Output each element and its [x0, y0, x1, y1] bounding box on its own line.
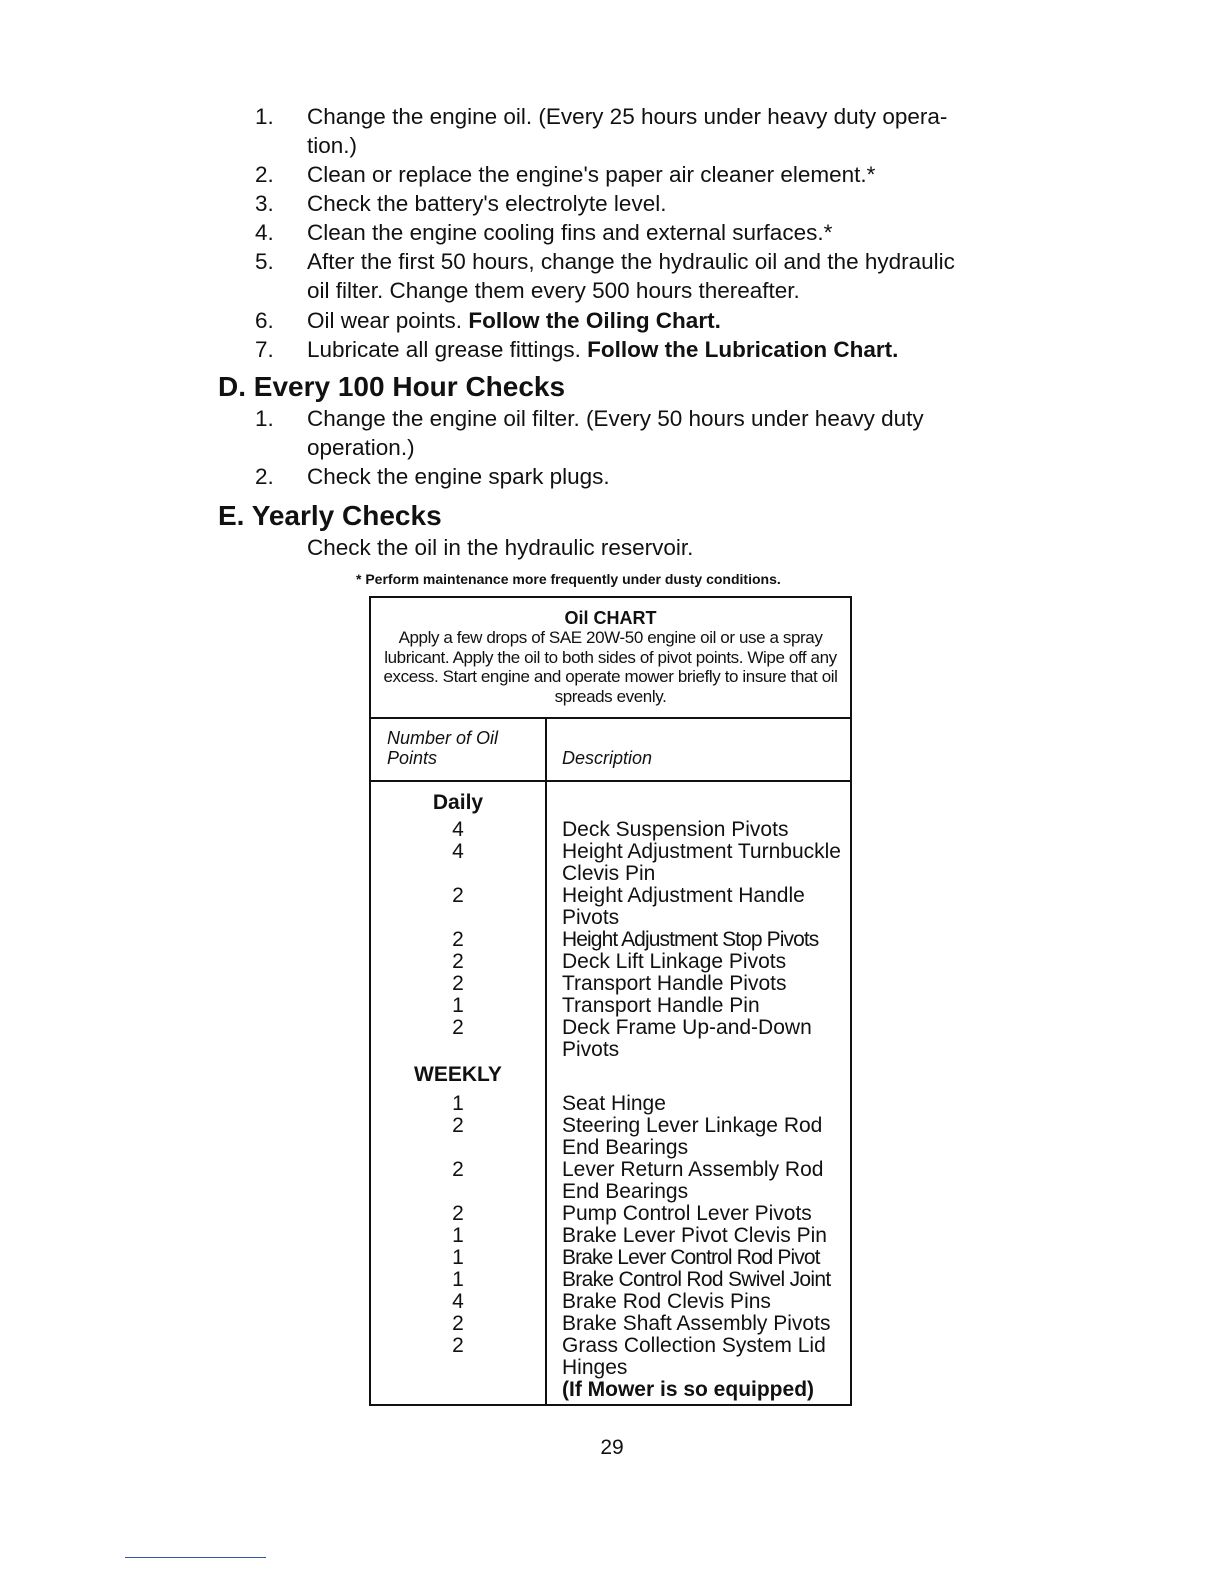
- item-text-line: Change the engine oil filter. (Every 50 hours under heavy duty: [307, 406, 924, 431]
- oil-point-count: 2: [452, 1312, 464, 1335]
- oil-point-count: 2: [452, 1114, 464, 1137]
- oil-point-description: Deck Lift Linkage Pivots: [562, 950, 787, 973]
- oil-point-count: 2: [452, 928, 464, 951]
- oil-point-count: 4: [452, 840, 464, 863]
- oil-point-count: 2: [452, 1158, 464, 1181]
- item-text: Lubricate all grease fittings. Follow the Lubrication Chart.: [307, 337, 899, 362]
- item-number: 1.: [255, 406, 274, 431]
- oil-point-description: Lever Return Assembly Rod End Bearings: [562, 1158, 824, 1203]
- column-header-description: Description: [562, 748, 653, 768]
- oil-point-description: Height Adjustment Handle Pivots: [562, 884, 805, 929]
- oil-point-count: 2: [452, 1016, 464, 1039]
- oil-point-description: Transport Handle Pivots: [562, 972, 787, 995]
- section-heading-e: E. Yearly Checks: [218, 500, 442, 531]
- item-number: 4.: [255, 220, 274, 245]
- oil-point-description: Transport Handle Pin: [562, 994, 760, 1017]
- oil-point-description: Height Adjustment Turnbuckle Clevis Pin: [562, 840, 841, 885]
- item-number: 5.: [255, 249, 274, 274]
- header-divider: [371, 780, 850, 782]
- oil-point-description: Deck Suspension Pivots: [562, 818, 789, 841]
- item-text-line: oil filter. Change them every 500 hours thereafter.: [307, 278, 800, 303]
- oil-point-count: 1: [452, 994, 464, 1017]
- item-number: 7.: [255, 337, 274, 362]
- item-text-line: Change the engine oil. (Every 25 hours under heavy duty opera-: [307, 104, 948, 129]
- oil-point-description: Brake Control Rod Swivel Joint: [562, 1268, 831, 1291]
- group-label-daily: Daily: [432, 791, 484, 814]
- item-text: Check the engine spark plugs.: [307, 464, 610, 489]
- item-number: 2.: [255, 162, 274, 187]
- oil-chart-title: Oil CHART: [564, 608, 657, 628]
- item-text: Clean the engine cooling fins and external surfaces.*: [307, 220, 833, 245]
- column-divider: [545, 717, 547, 1406]
- group-label-weekly: WEEKLY: [414, 1063, 502, 1086]
- item-number: 6.: [255, 308, 274, 333]
- oil-point-description: Pump Control Lever Pivots: [562, 1202, 812, 1225]
- item-number: 2.: [255, 464, 274, 489]
- oil-point-count: 4: [452, 818, 464, 841]
- oil-chart-description: Apply a few drops of SAE 20W-50 engine oil or use a spray lubricant. Apply the oil to both sides of pivot points. Wipe off any excess. Start engine and operate mower briefly to insure that oil spreads evenly.: [383, 628, 838, 706]
- oil-point-description: Brake Lever Control Rod Pivot: [562, 1246, 820, 1269]
- oil-point-count: 1: [452, 1268, 464, 1291]
- item-number: 1.: [255, 104, 274, 129]
- oil-chart-table: [369, 596, 852, 1406]
- oil-point-count: 2: [452, 884, 464, 907]
- yearly-check-text: Check the oil in the hydraulic reservoir.: [307, 535, 694, 560]
- item-text-line: operation.): [307, 435, 415, 460]
- oil-point-count: 4: [452, 1290, 464, 1313]
- oil-point-count: 1: [452, 1224, 464, 1247]
- oil-point-count: 2: [452, 1334, 464, 1357]
- item-number: 3.: [255, 191, 274, 216]
- footnote: * Perform maintenance more frequently under dusty conditions.: [356, 571, 781, 587]
- oil-point-description: Steering Lever Linkage Rod End Bearings: [562, 1114, 823, 1159]
- oil-point-description: Deck Frame Up-and-Down Pivots: [562, 1016, 812, 1061]
- item-text: Check the battery's electrolyte level.: [307, 191, 667, 216]
- oil-point-count: 2: [452, 950, 464, 973]
- oil-point-count: 1: [452, 1246, 464, 1269]
- oil-point-count: 2: [452, 972, 464, 995]
- oil-point-count: 2: [452, 1202, 464, 1225]
- oil-point-description: Seat Hinge: [562, 1092, 666, 1115]
- section-heading-d: D. Every 100 Hour Checks: [218, 371, 566, 402]
- oil-point-description: Height Adjustment Stop Pivots: [562, 928, 819, 951]
- oil-chart-header: [371, 598, 850, 719]
- oil-point-count: 1: [452, 1092, 464, 1115]
- oiling-chart-reference: Follow the Oiling Chart.: [468, 308, 721, 333]
- equipped-note: (If Mower is so equipped): [562, 1378, 815, 1401]
- lubrication-chart-reference: Follow the Lubrication Chart.: [587, 337, 899, 362]
- page-number: 29: [600, 1436, 624, 1459]
- item-text: Oil wear points. Follow the Oiling Chart.: [307, 308, 721, 333]
- item-text-line: tion.): [307, 133, 358, 158]
- oil-point-description: Brake Lever Pivot Clevis Pin: [562, 1224, 827, 1247]
- footer-rule: [125, 1557, 266, 1558]
- oil-point-description: Brake Rod Clevis Pins: [562, 1290, 771, 1313]
- item-text: Clean or replace the engine's paper air cleaner element.*: [307, 162, 876, 187]
- item-text-line: After the first 50 hours, change the hydraulic oil and the hydraulic: [307, 249, 955, 274]
- oil-point-description: Grass Collection System Lid Hinges: [562, 1334, 826, 1379]
- column-header-count: Number of Oil Points: [387, 728, 499, 768]
- oil-point-description: Brake Shaft Assembly Pivots: [562, 1312, 831, 1335]
